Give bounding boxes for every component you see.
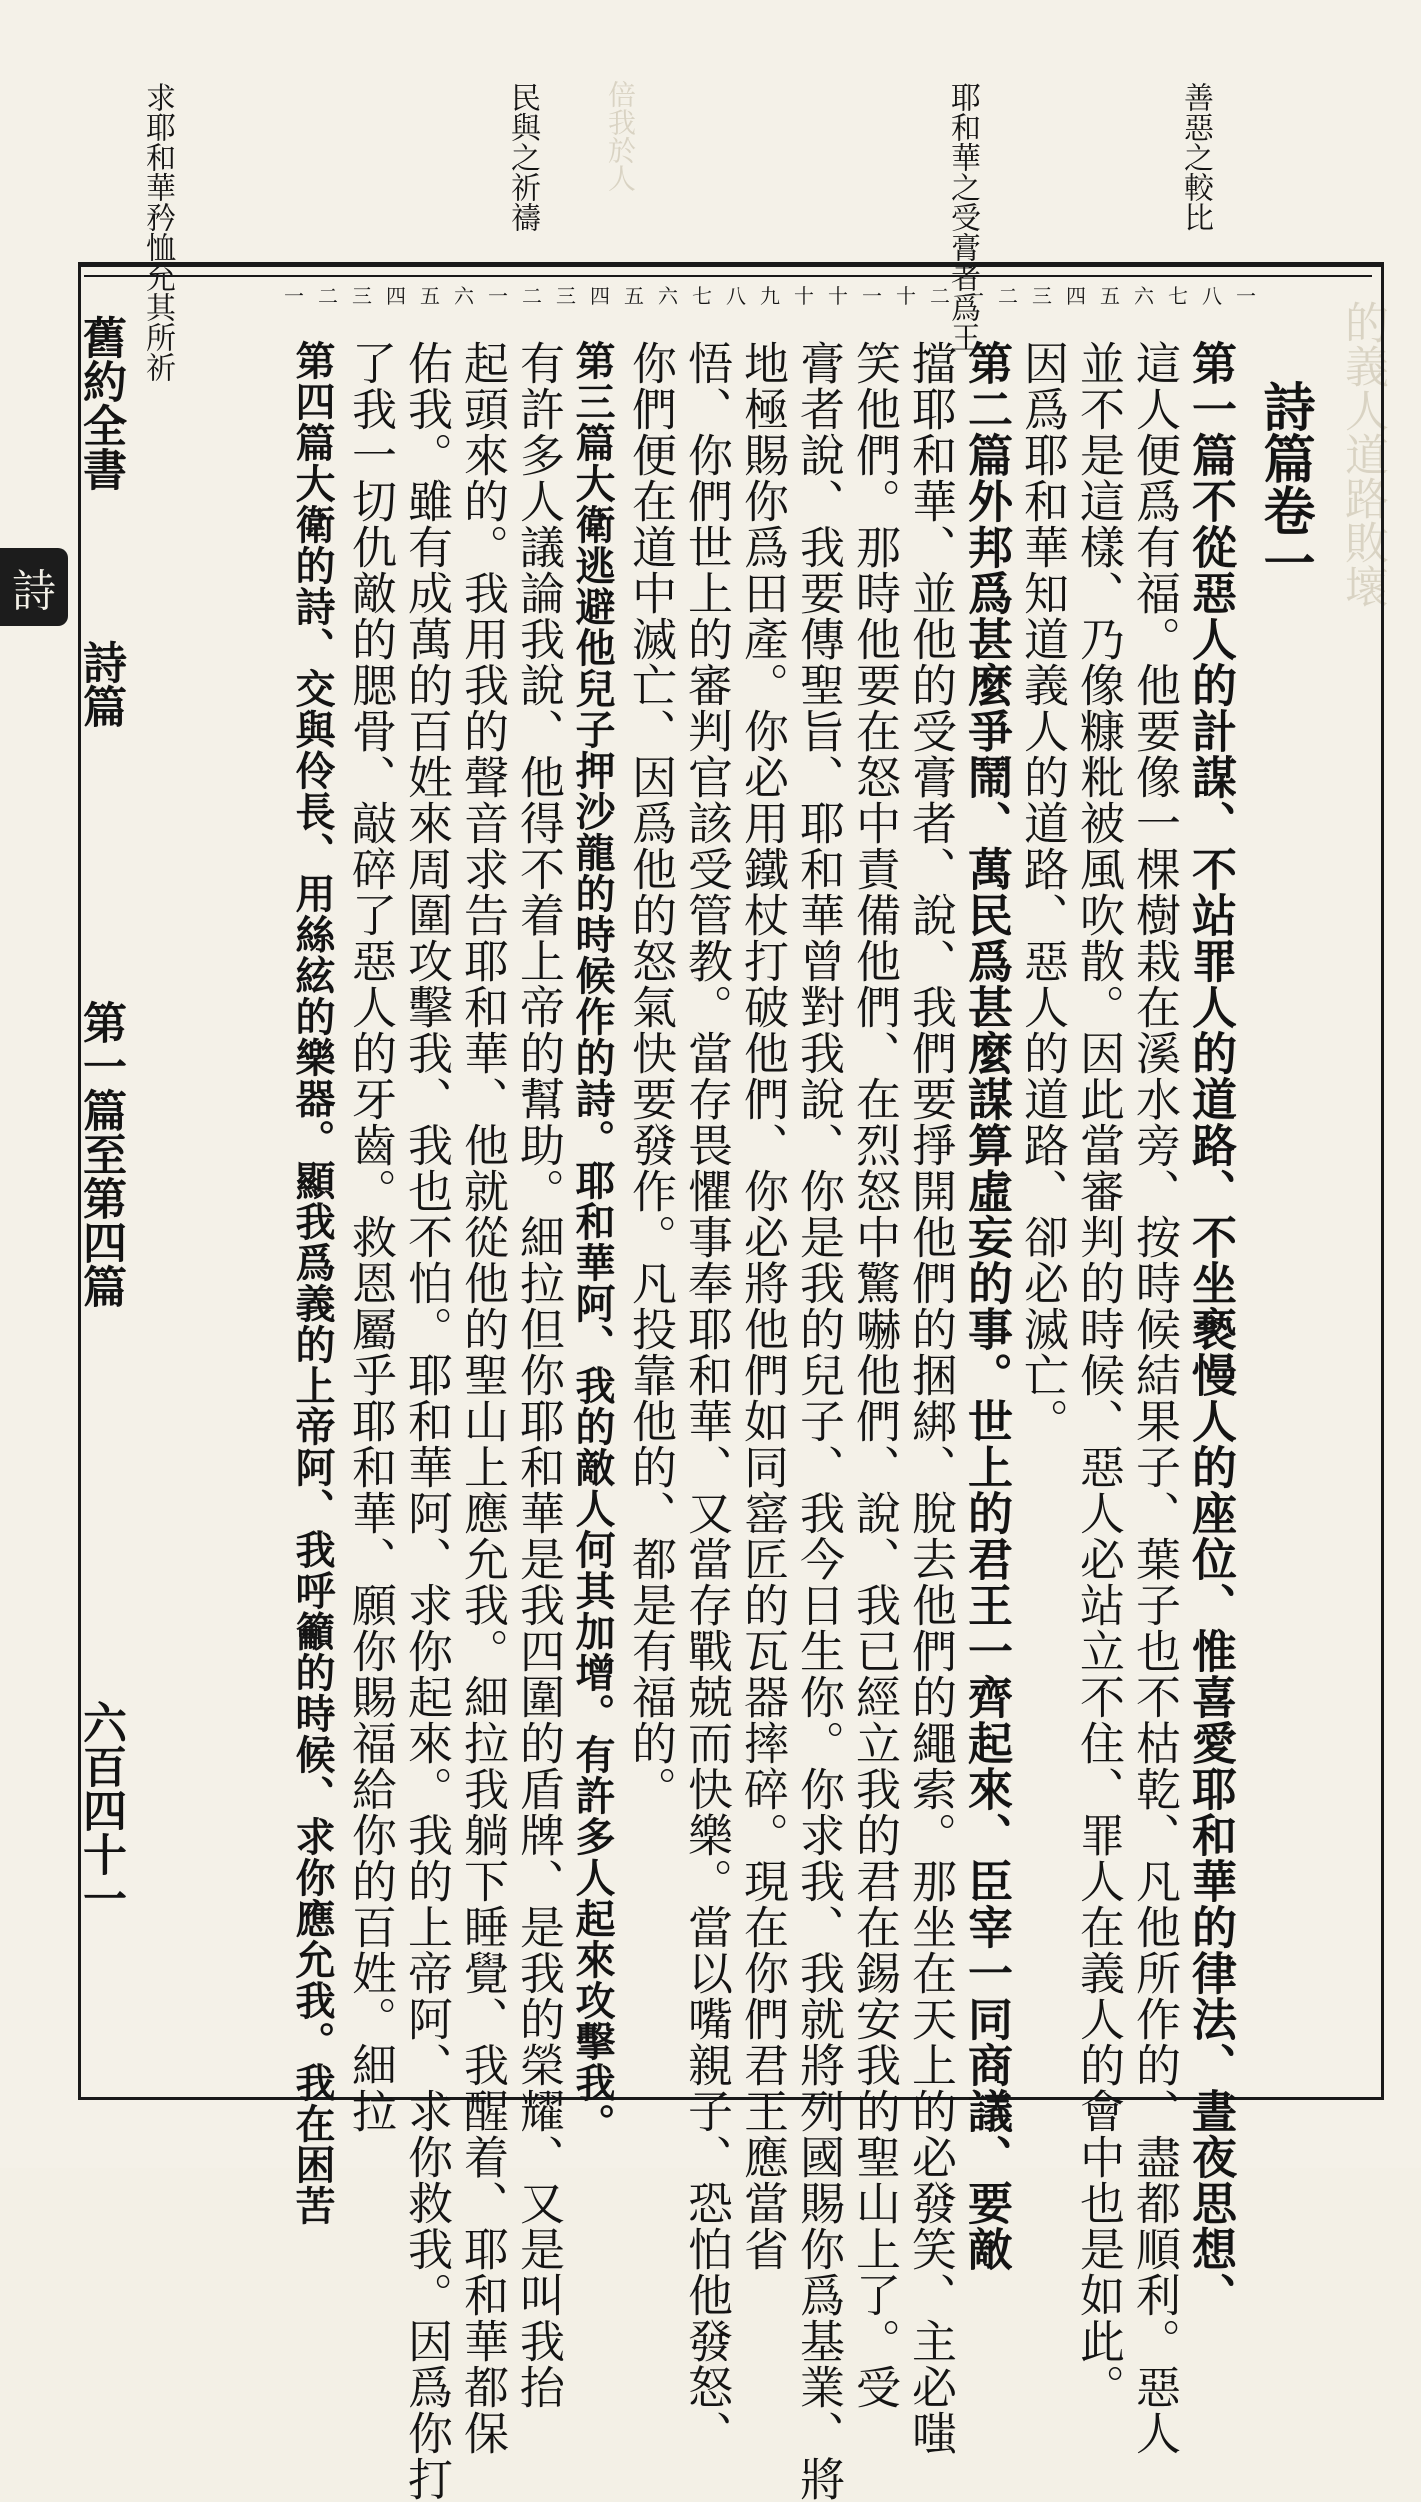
book-tab: 詩 bbox=[0, 548, 68, 626]
page-number: 六百四十一 bbox=[75, 1700, 126, 1920]
text-column: 笑他們。那時他要在怒中責備他們、在烈怒中驚嚇他們、說、我已經立我的君在錫安我的聖山上了。受 bbox=[848, 340, 901, 2410]
verse-numbers: 一二三四五六一二三四五六七八九十十一十二一二三四五六七八一 bbox=[284, 284, 1270, 308]
running-book-title: 舊約全書 bbox=[75, 315, 126, 491]
show-through-text: 的義人道路敗壞 bbox=[1337, 300, 1388, 608]
frame-rule bbox=[84, 275, 1372, 277]
marginal-head: 善惡之較比 bbox=[1178, 82, 1213, 232]
book-header: 詩篇卷一 bbox=[1254, 380, 1315, 588]
running-header bbox=[74, 315, 126, 491]
text-column: 擋耶和華、並他的受膏者、說、我們要掙開他們的捆綁、脫去他們的繩索。那坐在天上的必發笑、主必嗤 bbox=[904, 340, 957, 2456]
text-column: 你們便在道中滅亡、因爲他的怒氣快要發作。凡投靠他的、都是有福的。 bbox=[624, 340, 677, 1812]
marginal-head: 民與之祈禱 bbox=[505, 82, 540, 232]
text-column: 並不是這樣、乃像糠粃被風吹散。因此當審判的時候、惡人必站立不住、罪人在義人的會中也是如此。 bbox=[1072, 340, 1125, 2410]
text-column: 這人便爲有福。他要像一棵樹栽在溪水旁、按時候結果子、葉子也不枯乾、凡他所作的、盡都順利。惡人 bbox=[1128, 340, 1181, 2456]
text-column: 佑我。雖有成萬的百姓來周圍攻擊我、我也不怕。耶和華阿、求你起來。我的上帝阿、求你救我。因爲你打 bbox=[400, 340, 453, 2502]
show-through-text: 倍我於人 bbox=[604, 80, 637, 192]
text-column: 第一篇不從惡人的計謀、不站罪人的道路、不坐褻慢人的座位、惟喜愛耶和華的律法、晝夜思想、 bbox=[1184, 340, 1237, 2318]
text-column: 有許多人議論我說、他得不着上帝的幫助。細拉但你耶和華是我四圍的盾牌、是我的榮耀、又是叫我抬 bbox=[512, 340, 565, 2410]
marginal-head: 求耶和華矜恤允其所祈 bbox=[140, 82, 175, 382]
text-column: 第三篇大衛逃避他兒子押沙龍的時候作的詩。耶和華阿、我的敵人何其加增。有許多人起來攻擊我。 bbox=[569, 340, 616, 2144]
text-column: 因爲耶和華知道義人的道路、惡人的道路、卻必滅亡。 bbox=[1016, 340, 1069, 1444]
text-column: 起頭來的。我用我的聲音求告耶和華、他就從他的聖山上應允我。細拉我躺下睡覺、我醒着、耶和華都保 bbox=[456, 340, 509, 2456]
text-column: 悟、你們世上的審判官該受管教。當存畏懼事奉耶和華、又當存戰兢而快樂。當以嘴親子、恐怕他發怒、 bbox=[680, 340, 733, 2456]
text-column: 地極賜你爲田產。你必用鐵杖打破他們、你必將他們如同窰匠的瓦器摔碎。現在你們君王應當省 bbox=[736, 340, 789, 2272]
text-column: 第二篇外邦爲甚麼爭鬧、萬民爲甚麼謀算虛妄的事。世上的君王一齊起來、臣宰一同商議、要敵 bbox=[960, 340, 1013, 2272]
text-column: 第四篇大衛的詩、交與伶長、用絲絃的樂器。顯我爲義的上帝阿、我呼籲的時候、求你應允我。我在困苦 bbox=[289, 340, 336, 2226]
text-column: 膏者說、我要傳聖旨、耶和華曾對我說、你是我的兒子、我今日生你。你求我、我就將列國賜你爲基業、將 bbox=[792, 340, 845, 2502]
marginal-head: 耶和華之受膏者爲王 bbox=[945, 82, 980, 352]
running-range: 第一篇至第四篇 bbox=[75, 1000, 126, 1308]
text-column: 了我一切仇敵的腮骨、敲碎了惡人的牙齒。救恩屬乎耶和華、願你賜福給你的百姓。細拉 bbox=[344, 340, 397, 2134]
running-book-name: 詩篇 bbox=[75, 640, 126, 728]
